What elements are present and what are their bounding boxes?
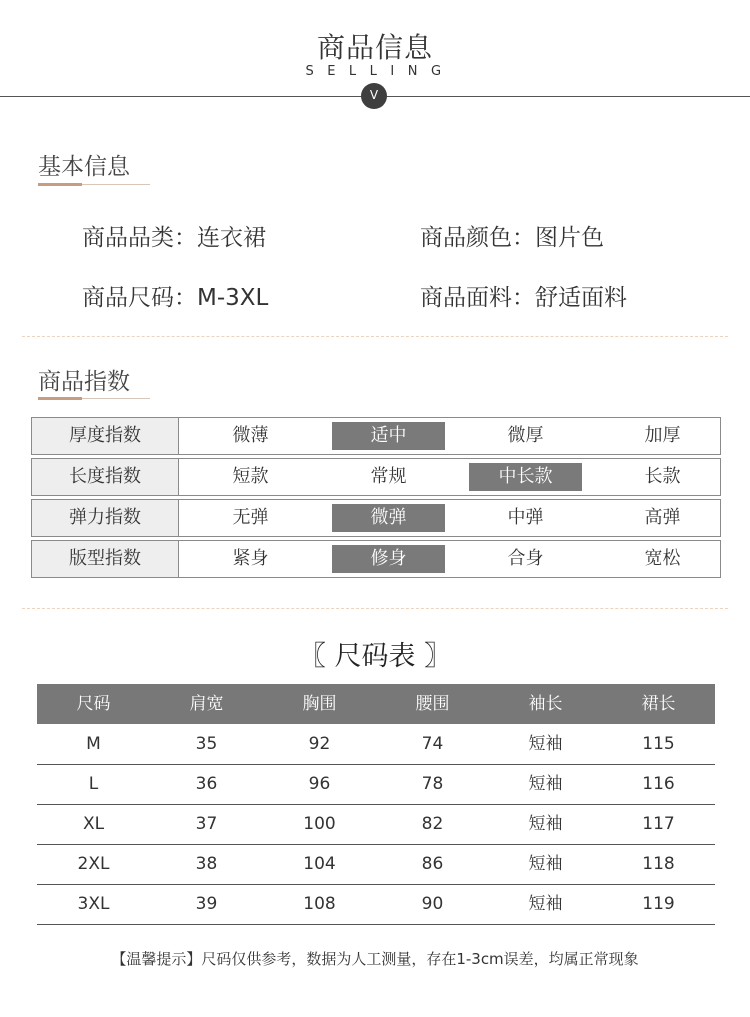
table-cell: 82 (421, 814, 444, 834)
table-cell: M (86, 734, 101, 754)
header-cell-waist: 腰围 (415, 694, 450, 714)
index-option: 高弹 (644, 507, 681, 528)
table-cell: 74 (421, 734, 444, 754)
table-cell: 100 (303, 814, 336, 834)
table-cell: 短袖 (528, 894, 563, 914)
info-fabric: 商品面料：舒适面料 (420, 285, 627, 311)
table-cell: 90 (421, 894, 444, 914)
table-cell: 92 (308, 734, 331, 754)
header-cell-length: 裙长 (641, 694, 676, 714)
index-option-selected: 中长款 (469, 463, 582, 491)
index-row-label: 长度指数 (32, 459, 179, 495)
page-subtitle: SELLING (305, 64, 455, 79)
table-cell: 35 (195, 734, 218, 754)
header-cell-shoulder: 肩宽 (189, 694, 224, 714)
table-cell: 86 (421, 854, 444, 874)
header-cell-sleeve: 袖长 (528, 694, 563, 714)
basic-info-underline (38, 184, 150, 185)
table-row (37, 884, 715, 925)
index-option: 中弹 (507, 507, 544, 528)
table-cell: L (88, 774, 99, 794)
index-option: 宽松 (644, 548, 681, 569)
table-cell: 短袖 (528, 734, 563, 754)
table-cell: 36 (195, 774, 218, 794)
section-divider (22, 336, 728, 337)
info-size: 商品尺码：M-3XL (82, 285, 269, 311)
table-cell: 118 (642, 854, 675, 874)
index-option: 无弹 (232, 507, 269, 528)
table-cell: 116 (642, 774, 675, 794)
size-table-header (37, 684, 715, 724)
table-cell: 短袖 (528, 814, 563, 834)
index-row-label: 厚度指数 (32, 418, 179, 454)
table-cell: 短袖 (528, 854, 563, 874)
table-row (37, 764, 715, 805)
size-tip: 【温馨提示】尺码仅供参考，数据为人工测量，存在1-3cm误差，均属正常现象 (111, 950, 639, 968)
table-cell: 108 (303, 894, 336, 914)
index-option: 加厚 (644, 425, 681, 446)
index-row (31, 417, 721, 455)
index-row-label: 弹力指数 (32, 500, 179, 536)
basic-info-heading: 基本信息 (38, 154, 130, 180)
index-option: 长款 (644, 466, 681, 487)
index-option: 短款 (232, 466, 269, 487)
table-cell: 117 (642, 814, 675, 834)
index-row (31, 540, 721, 578)
section-divider (22, 608, 728, 609)
index-option-selected: 微弹 (332, 504, 445, 532)
index-heading: 商品指数 (38, 369, 130, 395)
table-cell: 37 (195, 814, 218, 834)
table-row (37, 724, 715, 765)
table-cell: 2XL (77, 854, 110, 874)
index-option: 紧身 (232, 548, 269, 569)
index-option: 微厚 (507, 425, 544, 446)
table-row (37, 844, 715, 885)
size-table-title: 〖 尺码表 〗 (298, 641, 452, 672)
table-cell: 3XL (77, 894, 110, 914)
index-underline (38, 398, 150, 399)
page-title: 商品信息 (316, 31, 433, 64)
table-cell: 38 (195, 854, 218, 874)
info-color: 商品颜色：图片色 (420, 225, 604, 251)
header-cell-size: 尺码 (76, 694, 111, 714)
table-cell: 104 (303, 854, 336, 874)
info-category: 商品品类：连衣裙 (82, 225, 266, 251)
chevron-down-icon: V (361, 83, 387, 109)
index-option: 常规 (370, 466, 407, 487)
table-cell: XL (82, 814, 105, 834)
table-row (37, 804, 715, 845)
index-option-selected: 适中 (332, 422, 445, 450)
table-cell: 短袖 (528, 774, 563, 794)
index-row (31, 458, 721, 496)
index-option-selected: 修身 (332, 545, 445, 573)
table-cell: 119 (642, 894, 675, 914)
table-cell: 96 (308, 774, 331, 794)
table-cell: 115 (642, 734, 675, 754)
index-option: 合身 (507, 548, 544, 569)
index-option: 微薄 (232, 425, 269, 446)
index-row (31, 499, 721, 537)
header-cell-bust: 胸围 (302, 694, 337, 714)
table-cell: 39 (195, 894, 218, 914)
index-row-label: 版型指数 (32, 541, 179, 577)
table-cell: 78 (421, 774, 444, 794)
